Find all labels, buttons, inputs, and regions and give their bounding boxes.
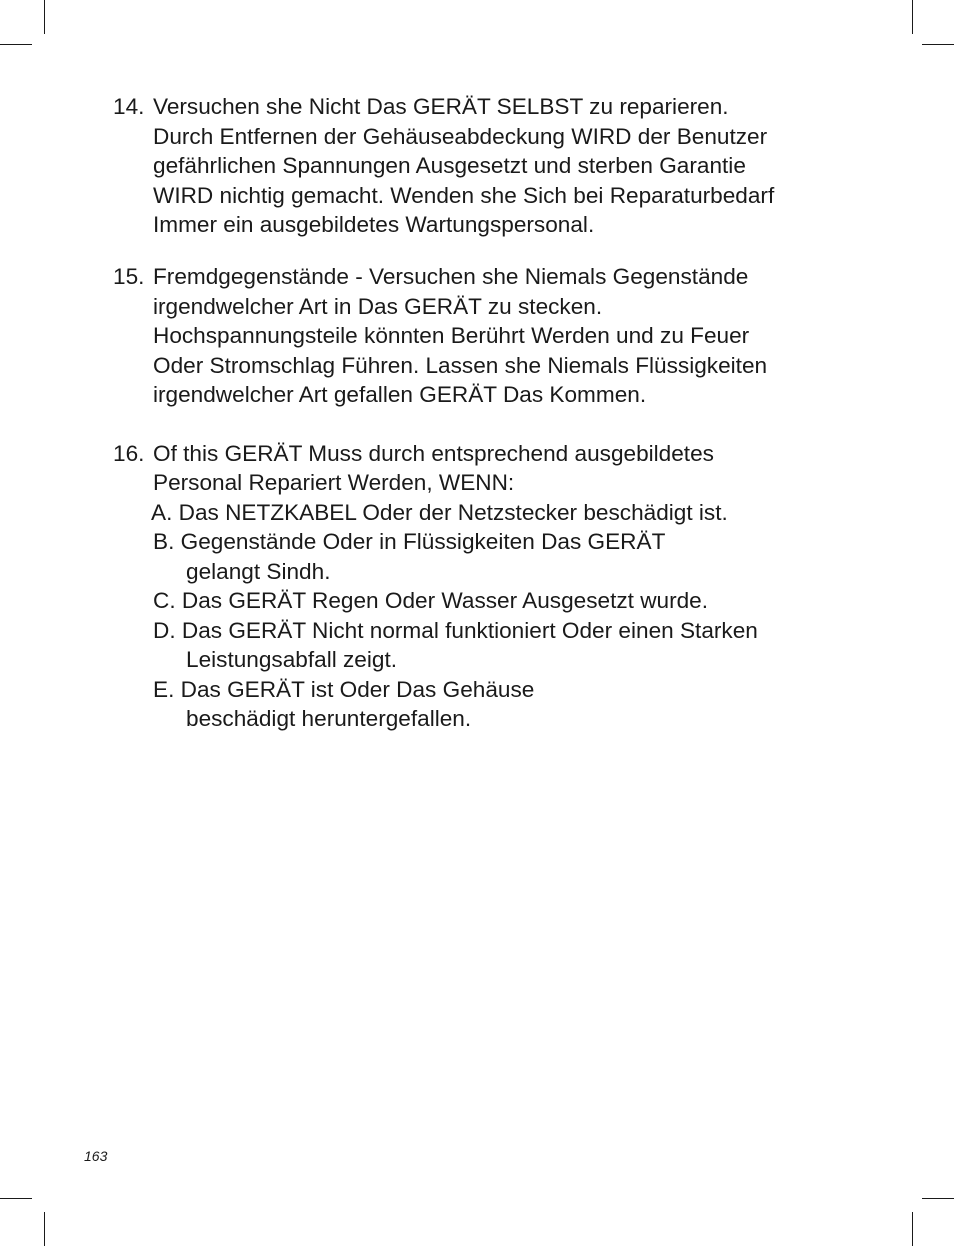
crop-mark	[922, 1198, 954, 1199]
item-text-line: Fremdgegenstände - Versuchen she Niemals Gegenstände	[153, 264, 749, 289]
subitem-d: D. Das GERÄT Nicht normal funktioniert Oder einen Starken	[153, 618, 758, 643]
crop-mark	[922, 44, 954, 45]
item-text-line: Oder Stromschlag Führen. Lassen she Niemals Flüssigkeiten	[153, 353, 768, 378]
subitem-a: A. Das NETZKABEL Oder der Netzstecker beschädigt ist.	[151, 500, 728, 525]
item-text-line: Of this GERÄT Muss durch entsprechend ausgebildetes	[153, 441, 714, 466]
item-text-line: Hochspannungsteile könnten Berührt Werden und zu Feuer	[153, 323, 750, 348]
subitem-e-continuation: beschädigt heruntergefallen.	[186, 706, 472, 731]
item-number: 16.	[113, 441, 145, 466]
crop-mark	[912, 1212, 913, 1246]
item-number: 15.	[113, 264, 145, 289]
subitem-b: B. Gegenstände Oder in Flüssigkeiten Das GERÄT	[153, 529, 666, 554]
item-text-line: Personal Repariert Werden, WENN:	[153, 470, 515, 495]
page-number: 163	[84, 1148, 108, 1164]
subitem-c: C. Das GERÄT Regen Oder Wasser Ausgesetzt wurde.	[153, 588, 709, 613]
item-text-line: WIRD nichtig gemacht. Wenden she Sich bei Reparaturbedarf	[153, 183, 775, 208]
item-number: 14.	[113, 94, 145, 119]
crop-mark	[912, 0, 913, 34]
item-text-line: Immer ein ausgebildetes Wartungspersonal.	[153, 212, 595, 237]
item-text-line: irgendwelcher Art gefallen GERÄT Das Kommen.	[153, 382, 647, 407]
subitem-e: E. Das GERÄT ist Oder Das Gehäuse	[153, 677, 535, 702]
crop-mark	[44, 0, 45, 34]
subitem-d-continuation: Leistungsabfall zeigt.	[186, 647, 398, 672]
item-text-line: Versuchen she Nicht Das GERÄT SELBST zu reparieren.	[153, 94, 729, 119]
crop-mark	[0, 44, 32, 45]
subitem-b-continuation: gelangt Sindh.	[186, 559, 331, 584]
crop-mark	[0, 1198, 32, 1199]
item-text-line: Durch Entfernen der Gehäuseabdeckung WIRD der Benutzer	[153, 124, 768, 149]
crop-mark	[44, 1212, 45, 1246]
item-text-line: irgendwelcher Art in Das GERÄT zu stecken.	[153, 294, 603, 319]
item-text-line: gefährlichen Spannungen Ausgesetzt und sterben Garantie	[153, 153, 746, 178]
